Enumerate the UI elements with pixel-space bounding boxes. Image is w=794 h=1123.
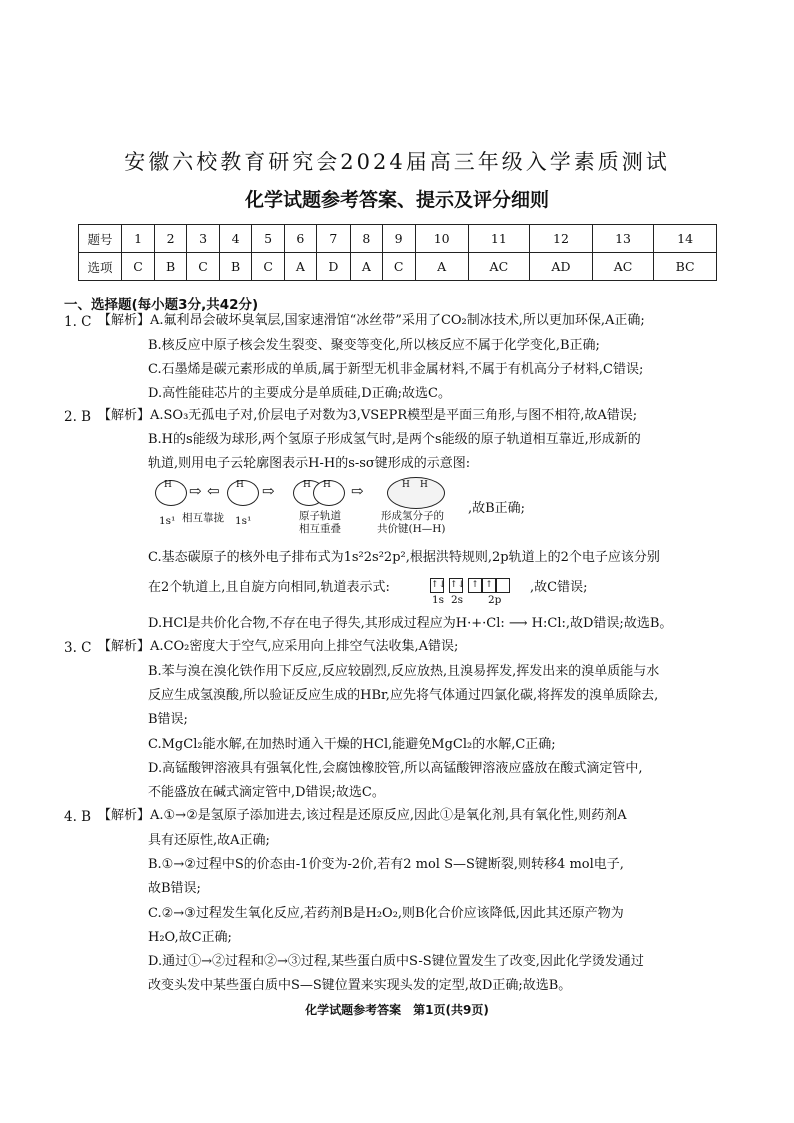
explanation-line: 具有还原性,故A正确; <box>148 833 270 848</box>
table-cell: A <box>351 253 382 281</box>
arrow-right-icon: ⇨ <box>351 482 364 500</box>
explanation-line: B.苯与溴在溴化铁作用下反应,反应较剧烈,反应放热,且溴易挥发,挥发出来的溴单质能与水 <box>148 664 660 679</box>
table-cell: B <box>220 253 252 281</box>
explanation-line: ,故B正确; <box>468 501 526 516</box>
explanation-line: 不能盛放在碱式滴定管中,D错误;故选C。 <box>148 785 385 800</box>
table-cell: B <box>155 253 187 281</box>
explanation-line: ,故C错误; <box>530 580 588 595</box>
diagram-label: 共价键(H—H) <box>377 523 446 535</box>
atom-symbol: H <box>164 480 172 490</box>
table-cell: C <box>122 253 155 281</box>
explanation-line: 【解析】A.①→②是氢原子添加进去,该过程是还原反应,因此①是氧化剂,具有氧化性,则药剂A <box>98 808 627 823</box>
table-cell: AD <box>530 253 593 281</box>
answer-table <box>78 224 717 281</box>
table-cell: AC <box>592 253 653 281</box>
table-cell: C <box>382 253 415 281</box>
table-header-cell: 选项 <box>79 253 122 281</box>
explanation-line: C.基态碳原子的核外电子排布式为1s²2s²2p²,根据洪特规则,2p轨道上的2个电子应该分别 <box>148 550 660 565</box>
table-cell: A <box>285 253 316 281</box>
explanation-line: B.核反应中原子核会发生裂变、聚变等变化,所以核反应不属于化学变化,B正确; <box>148 338 600 353</box>
table-cell: 8 <box>351 225 382 253</box>
table-cell: 2 <box>155 225 187 253</box>
explanation-line: 改变头发中某些蛋白质中S—S键位置来实现头发的定型,故D正确;故选B。 <box>148 978 572 993</box>
diagram-label: 相互重叠 <box>299 523 341 535</box>
atom-symbol: H <box>402 480 410 490</box>
explanation-line: B.H的s能级为球形,两个氢原子形成氢气时,是两个s能级的原子轨道相互靠近,形成新的 <box>148 432 641 447</box>
h2-molecular-orbital <box>387 477 445 509</box>
table-cell: 9 <box>382 225 415 253</box>
explanation-line: 【解析】A.氟利昂会破坏臭氧层,国家速滑馆“冰丝带”采用了CO₂制冰技术,所以更加环保,A正确; <box>98 313 645 328</box>
arrow-right-icon: ⇨ <box>189 482 202 500</box>
atom-symbol: H <box>323 480 331 490</box>
table-header-cell: 题号 <box>79 225 122 253</box>
explanation-line: 在2个轨道上,且自旋方向相同,轨道表示式: <box>148 580 390 595</box>
explanation-line: 【解析】A.CO₂密度大于空气,应采用向上排空气法收集,A错误; <box>98 639 459 654</box>
question-number: 3. C <box>64 640 92 656</box>
explanation-line: 轨道,则用电子云轮廓图表示H-H的s-sσ键形成的示意图: <box>148 456 471 471</box>
table-cell: 11 <box>468 225 529 253</box>
table-cell: BC <box>654 253 717 281</box>
explanation-line: H₂O,故C正确; <box>148 930 232 945</box>
atom-symbol: H <box>420 480 428 490</box>
diagram-label: 形成氢分子的 <box>381 510 444 522</box>
atom-symbol: H <box>236 480 244 490</box>
table-cell: 5 <box>252 225 285 253</box>
table-row-numbers <box>79 225 717 253</box>
explanation-line: C.②→③过程发生氧化反应,若药剂B是H₂O₂,则B化合价应该降低,因此其还原产物为 <box>148 906 624 921</box>
arrow-left-icon: ⇦ <box>207 482 220 500</box>
orbital-diagram <box>430 578 510 593</box>
section-title: 一、选择题(每小题3分,共42分) <box>64 297 259 313</box>
orbital-label: 2p <box>488 594 502 606</box>
orbital-box <box>496 578 510 593</box>
arrow-right-icon: ⇨ <box>262 482 275 500</box>
table-cell: 12 <box>530 225 593 253</box>
explanation-line: D.通过①→②过程和②→③过程,某些蛋白质中S-S键位置发生了改变,因此化学烫发通过 <box>148 954 644 969</box>
orbital-box: ↑ <box>468 578 482 593</box>
document-subtitle: 化学试题参考答案、提示及评分细则 <box>244 189 549 211</box>
table-cell: 6 <box>285 225 316 253</box>
table-cell: 4 <box>220 225 252 253</box>
table-cell: 13 <box>592 225 653 253</box>
explanation-line: B.①→②过程中S的价态由-1价变为-2价,若有2 mol S—S键断裂,则转移4 mol电子, <box>148 857 624 872</box>
exam-title: 安徽六校教育研究会2024届高三年级入学素质测试 <box>124 150 670 174</box>
diagram-label: 1s¹ <box>235 515 252 527</box>
table-cell: 3 <box>187 225 220 253</box>
explanation-line: D.高性能硅芯片的主要成分是单质硅,D正确;故选C。 <box>148 386 451 401</box>
explanation-line: D.高锰酸钾溶液具有强氧化性,会腐蚀橡胶管,所以高锰酸钾溶液应盛放在酸式滴定管中, <box>148 761 643 776</box>
diagram-label: 相互靠拢 <box>182 512 224 524</box>
table-cell: D <box>316 253 351 281</box>
question-number: 4. B <box>64 809 92 825</box>
diagram-label: 1s¹ <box>159 515 176 527</box>
table-row-answers <box>79 253 717 281</box>
page-footer: 化学试题参考答案 第1页(共9页) <box>305 1003 489 1017</box>
explanation-line: B错误; <box>148 712 188 727</box>
explanation-line: 故B错误; <box>148 881 201 896</box>
orbital-box: ↑ <box>482 578 496 593</box>
explanation-line: C.石墨烯是碳元素形成的单质,属于新型无机非金属材料,不属于有机高分子材料,C错误; <box>148 362 644 377</box>
diagram-label: 原子轨道 <box>299 510 341 522</box>
orbital-box: ↑↓ <box>449 578 463 593</box>
sigma-bond-diagram <box>155 477 465 535</box>
table-cell: C <box>252 253 285 281</box>
orbital-label: 2s <box>451 594 464 606</box>
atom-symbol: H <box>303 480 311 490</box>
explanation-line: 【解析】A.SO₃无孤电子对,价层电子对数为3,VSEPR模型是平面三角形,与图不相符,故A错误; <box>98 408 638 423</box>
orbital-box: ↑↓ <box>430 578 444 593</box>
explanation-line: 反应生成氢溴酸,所以验证反应生成的HBr,应先将气体通过四氯化碳,将挥发的溴单质除去, <box>148 688 659 703</box>
table-cell: 14 <box>654 225 717 253</box>
question-number: 1. C <box>64 314 92 330</box>
table-cell: 1 <box>122 225 155 253</box>
question-number: 2. B <box>64 409 92 425</box>
explanation-line: D.HCl是共价化合物,不存在电子得失,其形成过程应为H·+·Cl: ⟶ H:Cl:,故D错误;故选B。 <box>148 616 673 631</box>
orbital-label: 1s <box>432 594 445 606</box>
table-cell: AC <box>468 253 529 281</box>
table-cell: 10 <box>415 225 468 253</box>
table-cell: 7 <box>316 225 351 253</box>
table-cell: A <box>415 253 468 281</box>
table-cell: C <box>187 253 220 281</box>
explanation-line: C.MgCl₂能水解,在加热时通入干燥的HCl,能避免MgCl₂的水解,C正确; <box>148 737 556 752</box>
